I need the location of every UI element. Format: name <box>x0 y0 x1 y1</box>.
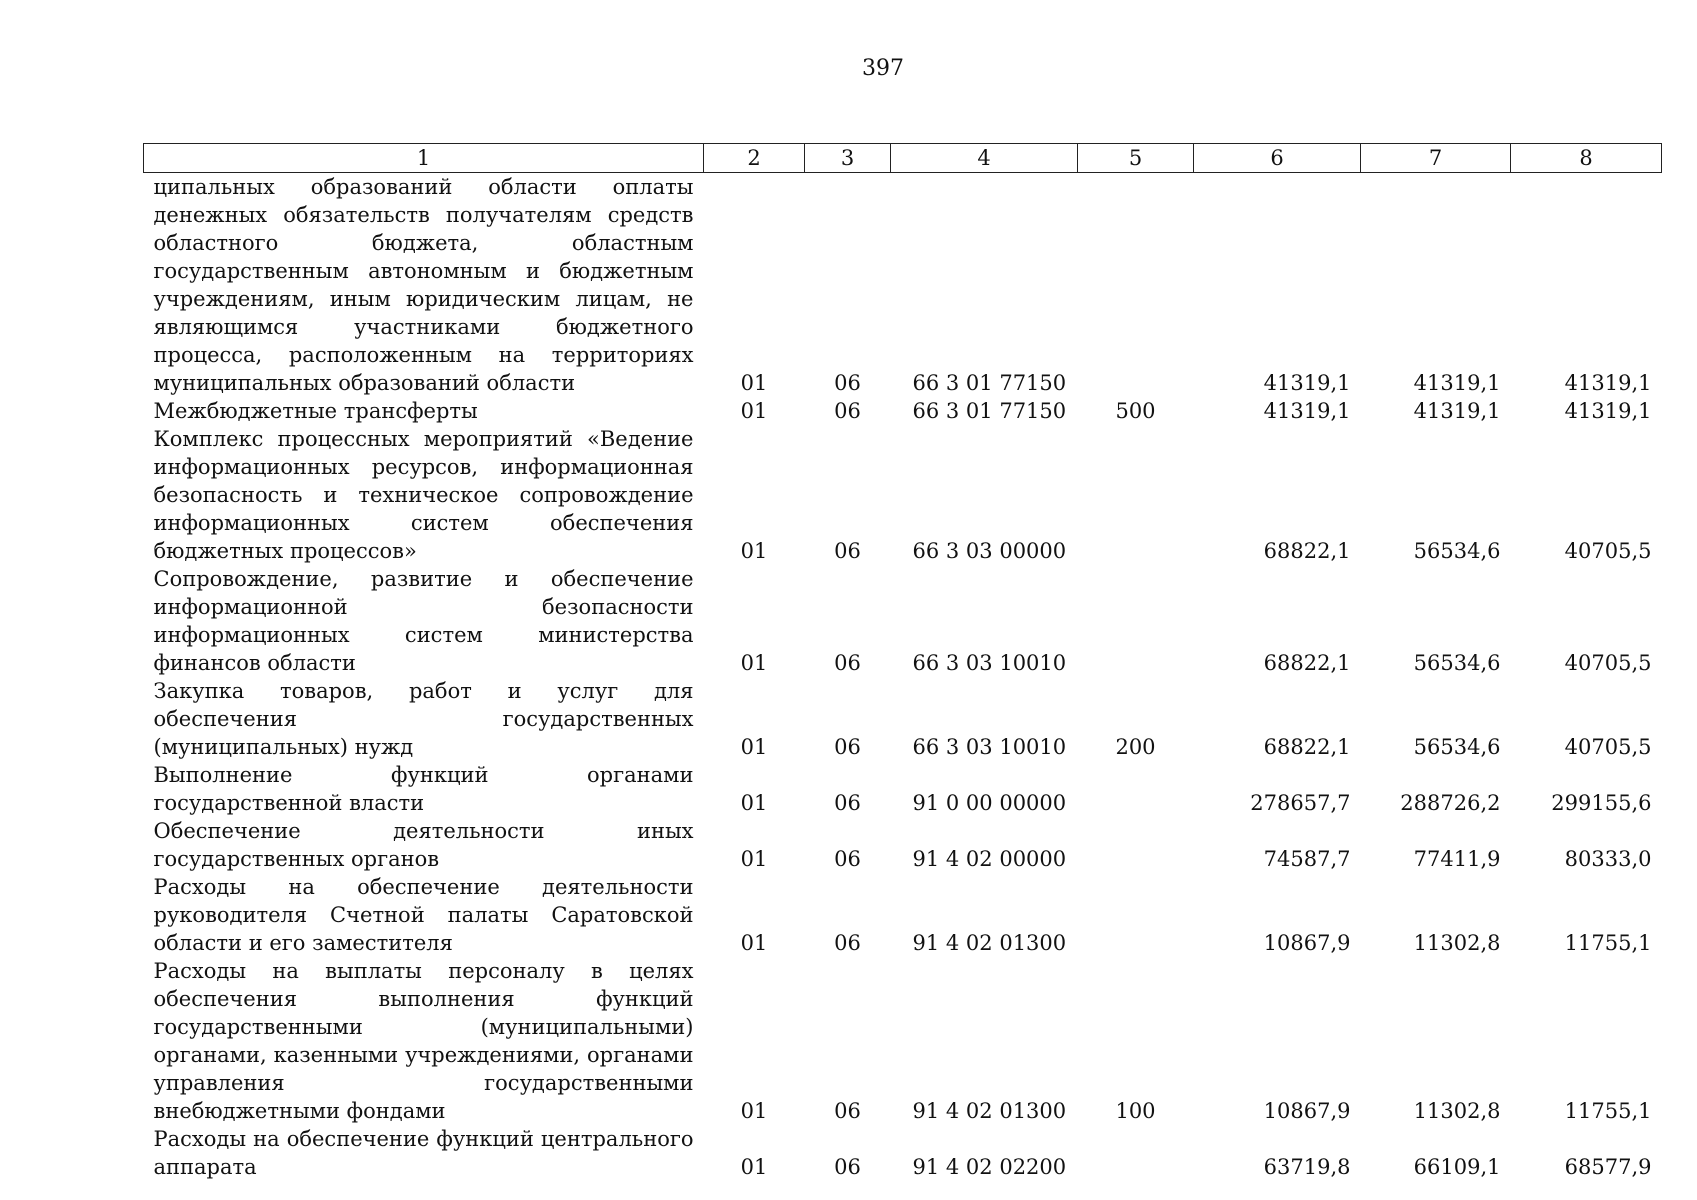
amount-year1-cell: 278657,7 <box>1250 791 1351 815</box>
section-code-cell: 01 <box>740 931 768 955</box>
row-name-text: Сопровождение, развитие и обеспечение информационной безопасности информационных систем министерства финансов области <box>153 567 694 675</box>
amount-year1-cell: 41319,1 <box>1263 371 1351 395</box>
amount-year1-cell: 68822,1 <box>1263 651 1351 675</box>
amount-year3-cell: 68577,9 <box>1564 1155 1652 1179</box>
table-header-row <box>144 144 1662 173</box>
subsection-code-cell: 06 <box>834 1099 861 1123</box>
row-name-text: Расходы на обеспечение деятельности руководителя Счетной палаты Саратовской области и его заместителя <box>153 875 694 955</box>
amount-year3-cell: 41319,1 <box>1564 371 1652 395</box>
subsection-code-cell: 06 <box>834 735 861 759</box>
amount-year3-cell: 80333,0 <box>1564 847 1652 871</box>
row-name-cell <box>144 817 704 873</box>
row-name-text: ципальных образований области оплаты денежных обязательств получателям средств областного бюджета, областным государственным автономным и бюджетным учреждениям, иным юридическим лицам, не являющимся участниками бюджетного процесса, расположенным на территориях муниципальных образований области <box>153 175 694 395</box>
subsection-code-cell: 06 <box>834 651 861 675</box>
amount-year1-cell: 63719,8 <box>1263 1155 1351 1179</box>
expense-type-cell: 500 <box>1115 399 1156 423</box>
row-name-cell <box>144 761 704 817</box>
row-name-cell <box>144 957 704 1125</box>
target-article-cell: 91 4 02 01300 <box>912 1099 1067 1123</box>
expense-type-cell <box>1078 873 1194 957</box>
table-row <box>144 873 1662 957</box>
row-name-cell <box>144 397 704 425</box>
row-name-text: Межбюджетные трансферты <box>153 399 478 423</box>
column-header: 7 <box>1361 144 1511 173</box>
amount-year2-cell: 56534,6 <box>1413 539 1501 563</box>
table-row <box>144 173 1662 398</box>
amount-year2-cell: 41319,1 <box>1413 371 1501 395</box>
amount-year1-cell: 10867,9 <box>1263 931 1351 955</box>
page-number: 397 <box>862 56 904 81</box>
target-article-cell: 91 4 02 01300 <box>912 931 1067 955</box>
table-row <box>144 677 1662 761</box>
table-row <box>144 1125 1662 1181</box>
expense-type-cell: 100 <box>1115 1099 1156 1123</box>
amount-year2-cell: 11302,8 <box>1413 931 1501 955</box>
target-article-cell: 91 4 02 02200 <box>912 1155 1067 1179</box>
table-row <box>144 761 1662 817</box>
target-article-cell: 91 4 02 00000 <box>912 847 1067 871</box>
amount-year2-cell: 66109,1 <box>1413 1155 1501 1179</box>
row-name-text: Комплекс процессных мероприятий «Ведение информационных ресурсов, информационная безопасность и техническое сопровождение информационных систем обеспечения бюджетных процессов» <box>153 427 694 563</box>
amount-year1-cell: 68822,1 <box>1263 539 1351 563</box>
amount-year3-cell: 40705,5 <box>1564 651 1652 675</box>
amount-year1-cell: 41319,1 <box>1263 399 1351 423</box>
table-row <box>144 425 1662 565</box>
table-row <box>144 397 1662 425</box>
amount-year1-cell: 68822,1 <box>1263 735 1351 759</box>
row-name-text: Расходы на обеспечение функций центрального аппарата <box>153 1127 694 1179</box>
target-article-cell: 91 0 00 00000 <box>912 791 1067 815</box>
expense-type-cell <box>1078 761 1194 817</box>
row-name-cell <box>144 425 704 565</box>
expense-type-cell <box>1078 817 1194 873</box>
expense-type-cell <box>1078 425 1194 565</box>
amount-year2-cell: 11302,8 <box>1413 1099 1501 1123</box>
row-name-cell <box>144 173 704 398</box>
section-code-cell: 01 <box>740 1155 768 1179</box>
section-code-cell: 01 <box>740 791 768 815</box>
amount-year1-cell: 10867,9 <box>1263 1099 1351 1123</box>
row-name-cell <box>144 873 704 957</box>
column-header: 5 <box>1078 144 1194 173</box>
section-code-cell: 01 <box>740 539 768 563</box>
section-code-cell: 01 <box>740 735 768 759</box>
amount-year2-cell: 56534,6 <box>1413 735 1501 759</box>
amount-year2-cell: 56534,6 <box>1413 651 1501 675</box>
amount-year3-cell: 299155,6 <box>1551 791 1652 815</box>
row-name-cell <box>144 1125 704 1181</box>
amount-year3-cell: 40705,5 <box>1564 539 1652 563</box>
subsection-code-cell: 06 <box>834 371 861 395</box>
expense-type-cell: 200 <box>1115 735 1156 759</box>
subsection-code-cell: 06 <box>834 931 861 955</box>
amount-year2-cell: 77411,9 <box>1413 847 1501 871</box>
subsection-code-cell: 06 <box>834 791 861 815</box>
section-code-cell: 01 <box>740 399 768 423</box>
expense-type-cell <box>1078 565 1194 677</box>
subsection-code-cell: 06 <box>834 847 861 871</box>
amount-year3-cell: 40705,5 <box>1564 735 1652 759</box>
table-row <box>144 817 1662 873</box>
target-article-cell: 66 3 03 10010 <box>912 735 1067 759</box>
row-name-text: Обеспечение деятельности иных государственных органов <box>153 819 694 871</box>
column-header: 2 <box>704 144 805 173</box>
target-article-cell: 66 3 03 00000 <box>912 539 1067 563</box>
section-code-cell: 01 <box>740 371 768 395</box>
amount-year2-cell: 288726,2 <box>1400 791 1501 815</box>
row-name-cell <box>144 565 704 677</box>
row-name-text: Закупка товаров, работ и услуг для обеспечения государственных (муниципальных) нужд <box>153 679 694 759</box>
column-header: 3 <box>805 144 891 173</box>
target-article-cell: 66 3 03 10010 <box>912 651 1067 675</box>
table-row <box>144 957 1662 1125</box>
column-header: 4 <box>891 144 1078 173</box>
subsection-code-cell: 06 <box>834 539 861 563</box>
expense-type-cell <box>1078 173 1194 398</box>
budget-table <box>143 143 1662 1181</box>
amount-year3-cell: 11755,1 <box>1564 931 1652 955</box>
subsection-code-cell: 06 <box>834 1155 861 1179</box>
amount-year3-cell: 11755,1 <box>1564 1099 1652 1123</box>
section-code-cell: 01 <box>740 847 768 871</box>
amount-year2-cell: 41319,1 <box>1413 399 1501 423</box>
row-name-cell <box>144 677 704 761</box>
column-header: 6 <box>1194 144 1361 173</box>
target-article-cell: 66 3 01 77150 <box>912 371 1067 395</box>
expense-type-cell <box>1078 1125 1194 1181</box>
row-name-text: Расходы на выплаты персоналу в целях обеспечения выполнения функций государственными (муниципальными) органами, казенными учреждениями, органами управления государственными внебюджетными фондами <box>153 959 694 1123</box>
target-article-cell: 66 3 01 77150 <box>912 399 1067 423</box>
table-body <box>144 173 1662 1182</box>
column-header: 1 <box>144 144 704 173</box>
section-code-cell: 01 <box>740 1099 768 1123</box>
amount-year1-cell: 74587,7 <box>1263 847 1351 871</box>
amount-year3-cell: 41319,1 <box>1564 399 1652 423</box>
row-name-text: Выполнение функций органами государственной власти <box>153 763 694 815</box>
section-code-cell: 01 <box>740 651 768 675</box>
table-row <box>144 565 1662 677</box>
column-header: 8 <box>1511 144 1662 173</box>
subsection-code-cell: 06 <box>834 399 861 423</box>
